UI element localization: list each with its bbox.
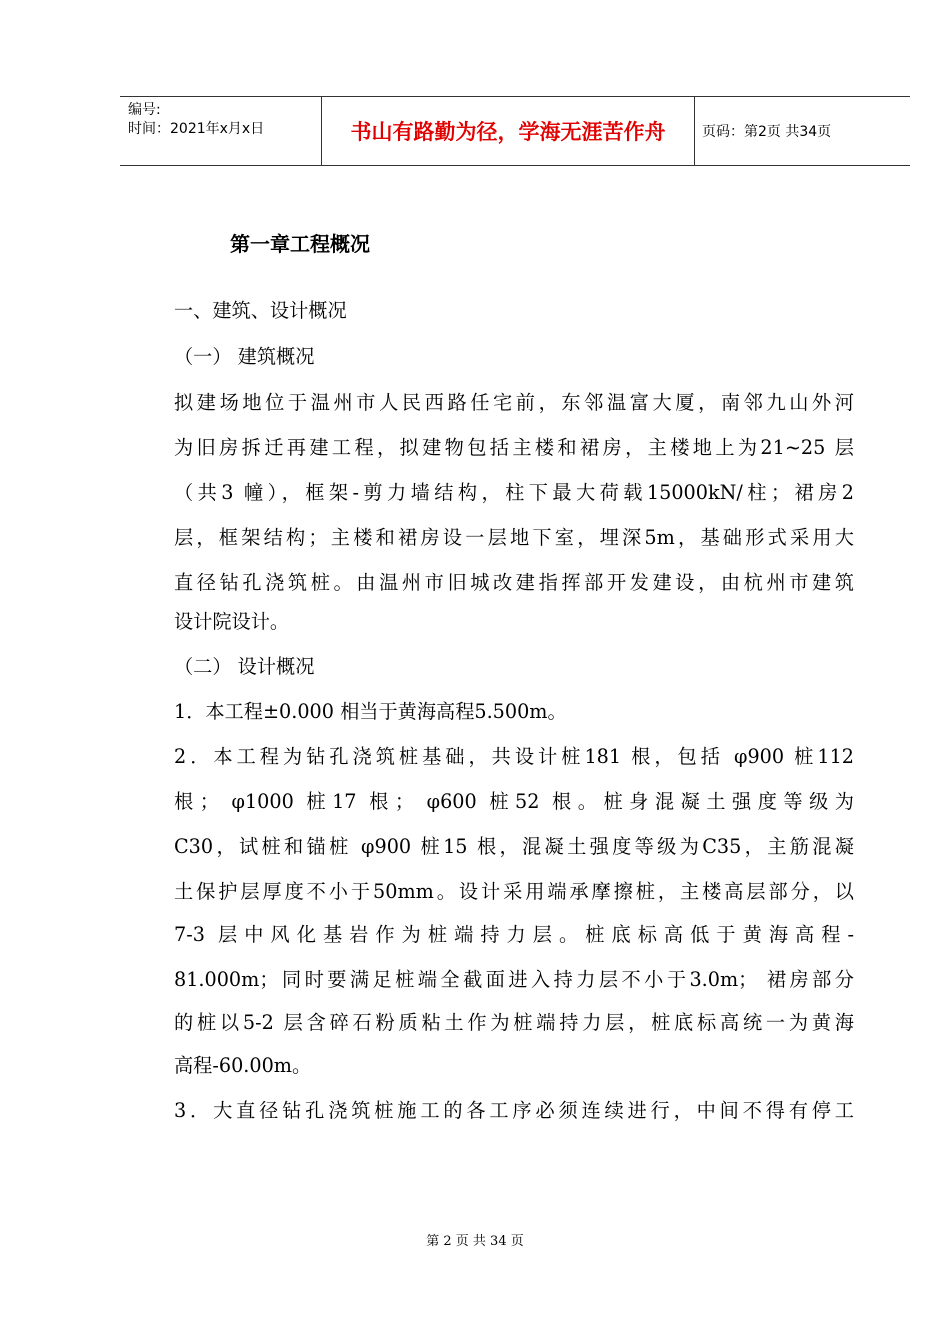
paragraph-line: 直径钻孔浇筑桩。由温州市旧城改建指挥部开发建设，由杭州市建筑 (174, 571, 854, 594)
list-item-3: 3．大直径钻孔浇筑桩施工的各工序必须连续进行，中间不得有停工 (174, 1099, 854, 1122)
paragraph-line: 为旧房拆迁再建工程，拟建物包括主楼和裙房，主楼地上为21~25 层 (174, 436, 854, 459)
paragraph-line: 拟建场地位于温州市人民西路任宅前，东邻温富大厦，南邻九山外河 (174, 391, 854, 414)
list-item-2-line: 土保护层厚度不小于50mm。设计采用端承摩擦桩，主楼高层部分，以 (174, 880, 854, 903)
header-left-cell (128, 101, 320, 139)
section-heading: 一、建筑、设计概况 (174, 299, 347, 322)
list-item-2-line: 根； φ1000 桩17 根； φ600 桩52 根。桩身混凝土强度等级为 (174, 790, 854, 813)
header-table (120, 96, 910, 166)
motto: 书山有路勤为径，学海无涯苦作舟 (321, 97, 695, 165)
time-label: 时间：2021年x月x日 (128, 121, 265, 137)
list-item-2-line: 的桩以5-2 层含碎石粉质粘土作为桩端持力层，桩底标高统一为黄海 (174, 1011, 854, 1034)
list-item-2-line: 7-3 层中风化基岩作为桩端持力层。桩底标高低于黄海高程- (174, 923, 854, 946)
page-footer: 第 2 页 共 34 页 (426, 1234, 524, 1249)
page-label: 页码：第2页 共34页 (702, 124, 832, 140)
subsection-heading-1: （一） 建筑概况 (174, 345, 315, 368)
list-item-2-line: 81.000m；同时要满足桩端全截面进入持力层不小于3.0m； 裙房部分 (174, 968, 854, 991)
paragraph-line: 层，框架结构；主楼和裙房设一层地下室，埋深5m，基础形式采用大 (174, 526, 854, 549)
list-item-2-line: 2．本工程为钻孔浇筑桩基础，共设计桩181 根，包括 φ900 桩112 (174, 745, 854, 768)
list-item-1: 1．本工程±0.000 相当于黄海高程5.500m。 (174, 700, 567, 723)
number-label: 编号: (128, 102, 161, 118)
chapter-title: 第一章工程概况 (230, 232, 370, 256)
subsection-heading-2: （二） 设计概况 (174, 655, 315, 678)
paragraph-line: 设计院设计。 (174, 610, 290, 633)
list-item-2-line: C30，试桩和锚桩 φ900 桩15 根，混凝土强度等级为C35，主筋混凝 (174, 835, 854, 858)
list-item-2-line: 高程-60.00m。 (174, 1054, 312, 1077)
paragraph-line: （共3 幢），框架-剪力墙结构，柱下最大荷载15000kN/柱；裙房2 (174, 481, 854, 504)
